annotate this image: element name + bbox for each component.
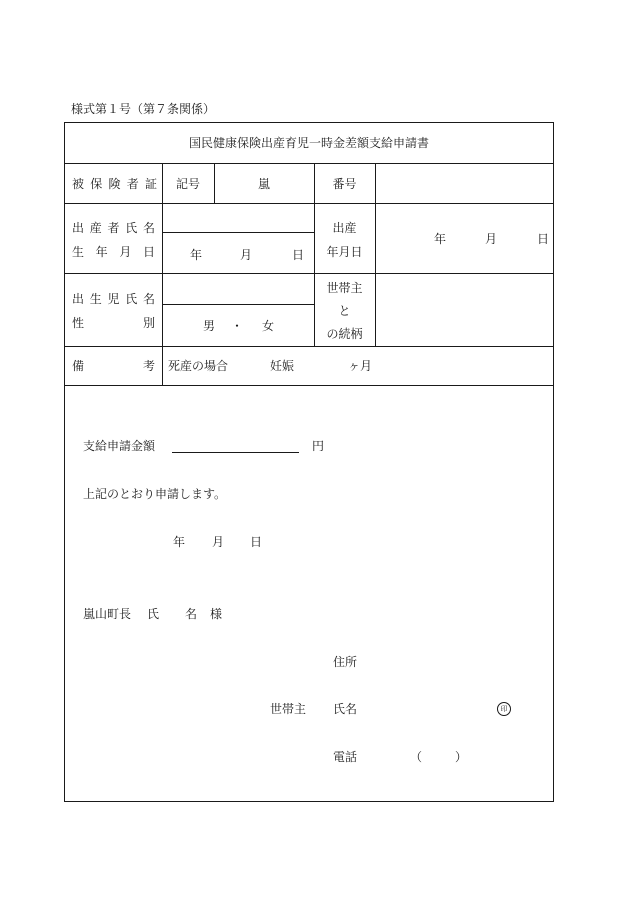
delivery-date-label-2: 年月日: [326, 245, 363, 259]
sex-separator: ・: [231, 319, 244, 333]
remarks-label: 備 考: [72, 359, 155, 373]
addressee-sama: 様: [210, 607, 223, 621]
form-title: 国民健康保険出産育児一時金差額支給申請書: [188, 136, 429, 150]
amount-unit: 円: [312, 439, 325, 453]
number-label: 番号: [332, 177, 357, 191]
rule-remarks-bottom: [64, 385, 554, 386]
mother-birth-month: 月: [240, 248, 253, 262]
delivery-day: 日: [537, 232, 550, 246]
address-label: 住所: [333, 655, 358, 669]
delivery-month: 月: [485, 232, 498, 246]
rule-label-col: [162, 163, 163, 385]
phone-label: 電話: [333, 750, 358, 764]
applicant-name-label: 氏名: [333, 702, 358, 716]
addressee-mei: 名: [185, 607, 198, 621]
pregnancy-months-unit: ヶ月: [348, 359, 373, 373]
phone-paren-open: （: [410, 750, 423, 764]
symbol-value[interactable]: 嵐: [257, 177, 270, 191]
seal-mark-icon: 印: [497, 702, 511, 716]
delivery-date-label-1: 出産: [332, 221, 357, 235]
relationship-label-3: の続柄: [326, 327, 363, 341]
application-statement: 上記のとおり申請します。: [83, 487, 227, 501]
amount-input-line[interactable]: [172, 452, 299, 453]
rule-card-bottom: [64, 203, 554, 204]
amount-label: 支給申請金額: [83, 439, 156, 453]
mother-birth-day: 日: [292, 248, 305, 262]
insurance-card-label: 被 保 険 者 証: [72, 177, 157, 191]
rule-title-bottom: [64, 163, 554, 164]
rule-child-bottom: [64, 346, 554, 347]
relationship-label-2: と: [338, 304, 351, 318]
rule-right-col: [375, 163, 376, 346]
stillbirth-label: 死産の場合: [168, 359, 229, 373]
child-sex-label: 性 別: [72, 316, 155, 330]
pregnancy-label: 妊娠: [270, 359, 295, 373]
addressee-shi: 氏: [147, 607, 160, 621]
addressee-title: 嵐山町長: [83, 607, 132, 621]
delivery-year: 年: [434, 232, 447, 246]
phone-paren-close: ）: [455, 750, 468, 764]
application-date-month: 月: [212, 535, 225, 549]
mother-birth-year: 年: [190, 248, 203, 262]
rule-mother-bottom: [64, 273, 554, 274]
mother-birth-label: 生 年 月 日: [72, 245, 155, 259]
rule-child-name-bottom: [162, 304, 314, 305]
mother-name-label: 出 産 者 氏 名: [72, 221, 155, 235]
sex-male[interactable]: 男: [203, 319, 216, 333]
rule-mother-name-bottom: [162, 232, 314, 233]
sex-female[interactable]: 女: [262, 319, 275, 333]
application-date-year: 年: [173, 535, 186, 549]
child-name-label: 出 生 児 氏 名: [72, 292, 155, 306]
relationship-label-1: 世帯主: [326, 281, 363, 295]
form-number: 様式第１号（第７条関係）: [71, 102, 216, 116]
application-date-day: 日: [250, 535, 263, 549]
symbol-label: 記号: [175, 177, 200, 191]
householder-label: 世帯主: [270, 702, 307, 716]
